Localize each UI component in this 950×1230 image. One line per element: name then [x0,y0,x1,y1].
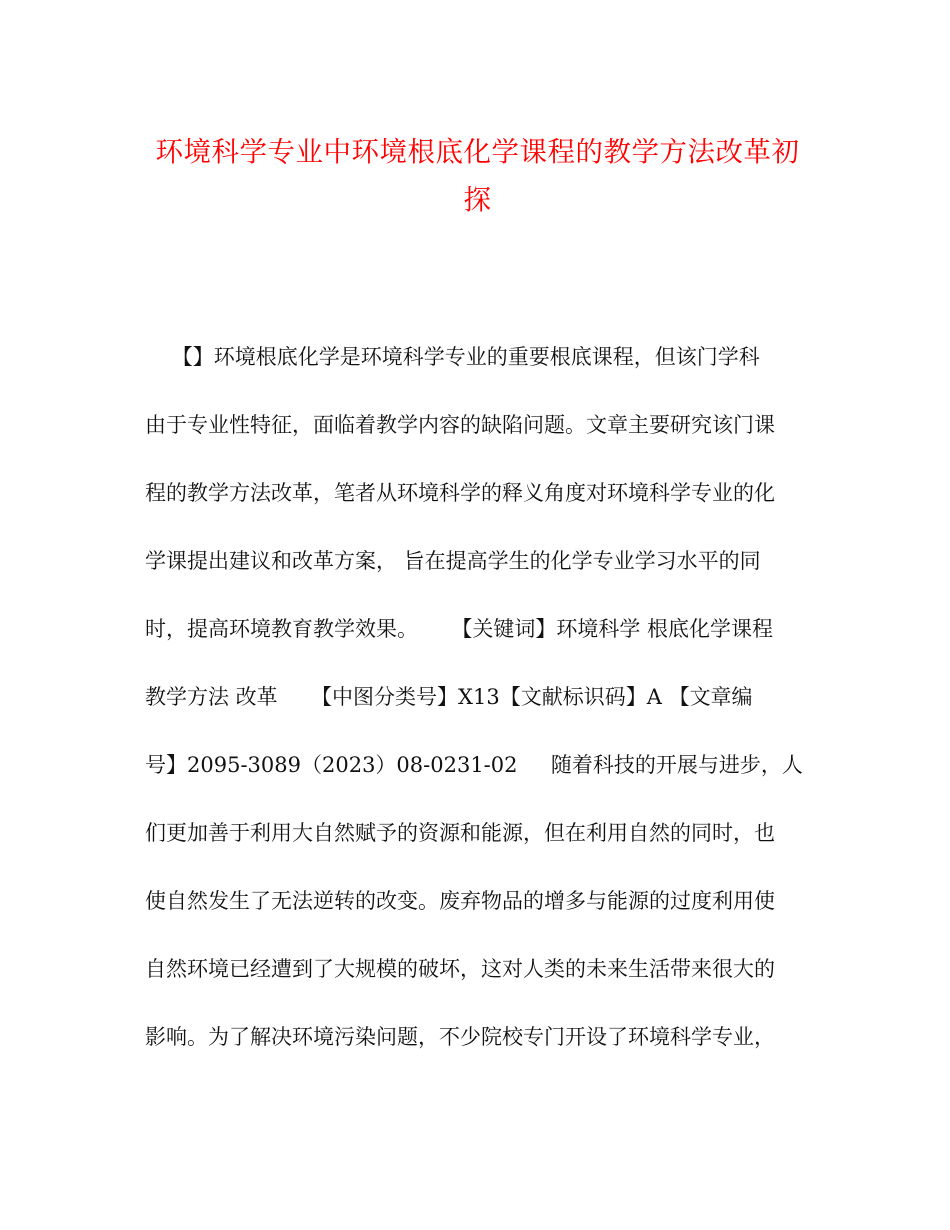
body-line: 程的教学方法改革，笔者从环境科学的释义角度对环境科学专业的化 [145,481,775,505]
body-line: 【】环境根底化学是环境科学专业的重要根底课程，但该门学科 [145,345,760,369]
body-line: 们更加善于利用大自然赋予的资源和能源，但在利用自然的同时，也 [145,821,775,845]
document-body [145,340,807,1088]
body-line: 号】2095-3089（2023）08-0231-02 随着科技的开展与进步，人 [145,753,803,777]
body-line: 时，提高环境教育教学效果。 【关键词】环境科学 根底化学课程 [145,617,774,641]
document-title [145,128,810,224]
body-line: 学课提出建议和改革方案， 旨在提高学生的化学专业学习水平的同 [145,549,761,573]
body-line: 由于专业性特征，面临着教学内容的缺陷问题。文章主要研究该门课 [145,413,775,437]
title-line-2: 探 [463,184,492,216]
body-line: 自然环境已经遭到了大规模的破坏，这对人类的未来生活带来很大的 [145,957,775,981]
body-line: 教学方法 改革 【中图分类号】X13【文献标识码】A 【文章编 [145,685,753,709]
title-line-1: 环境科学专业中环境根底化学课程的教学方法改革初 [155,136,800,168]
body-line: 影响。为了解决环境污染问题，不少院校专门开设了环境科学专业， [145,1025,775,1049]
body-line: 使自然发生了无法逆转的改变。废弃物品的增多与能源的过度利用使 [145,889,775,913]
